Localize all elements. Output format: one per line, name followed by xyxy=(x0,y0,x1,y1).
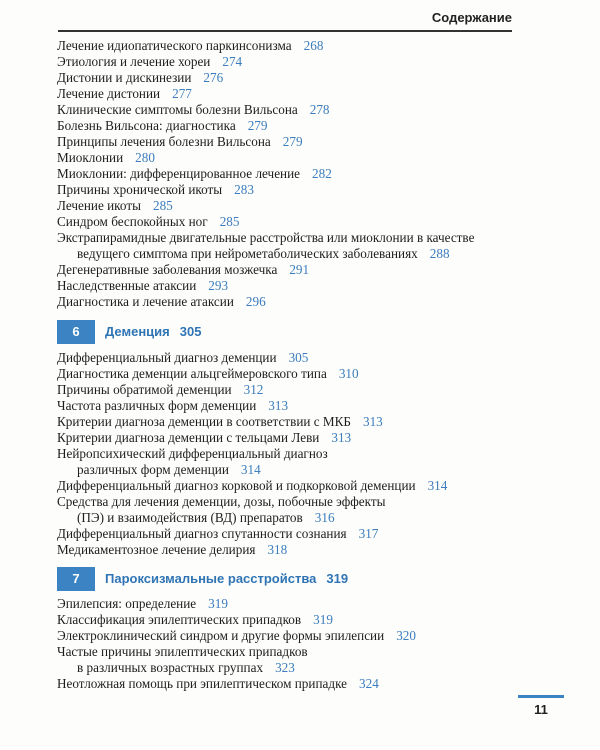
toc-page-ref[interactable]: 274 xyxy=(222,54,243,69)
toc-entry-line xyxy=(57,414,527,430)
header-title: Содержание xyxy=(431,10,512,25)
toc-entry[interactable] xyxy=(57,118,527,134)
toc-entry-text: Принципы лечения болезни Вильсона xyxy=(57,134,271,149)
toc-entry-line xyxy=(57,350,527,366)
toc-page-ref[interactable]: 319 xyxy=(313,612,333,627)
toc-entry-text: Диагностика и лечение атаксии xyxy=(57,294,234,309)
toc-page-ref[interactable]: 310 xyxy=(338,366,359,381)
toc-entry-line xyxy=(57,134,527,150)
toc-page-ref[interactable]: 296 xyxy=(245,294,266,309)
toc-entry[interactable] xyxy=(57,628,527,644)
toc-entry-text: Экстрапирамидные двигательные расстройства или миоклонии в качестве xyxy=(57,230,475,245)
toc-entry-text: Лечение икоты xyxy=(57,198,141,213)
toc-entry[interactable] xyxy=(57,150,527,166)
toc-page-ref[interactable]: 316 xyxy=(314,510,335,525)
toc-entry-line xyxy=(57,198,527,214)
toc-page-ref[interactable]: 314 xyxy=(240,462,261,477)
toc-entry-line xyxy=(57,382,527,398)
toc-entry-text: Лечение идиопатического паркинсонизма xyxy=(57,38,292,53)
toc-page-ref[interactable]: 282 xyxy=(312,166,332,181)
toc-entry[interactable] xyxy=(57,350,527,366)
toc-page-ref[interactable]: 291 xyxy=(289,262,310,277)
toc-entry[interactable] xyxy=(57,596,527,612)
toc-page-ref[interactable]: 283 xyxy=(234,182,254,197)
chapter-7-heading[interactable] xyxy=(57,567,527,591)
chapter-number-badge: 7 xyxy=(57,567,95,591)
toc-page-ref[interactable]: 288 xyxy=(429,246,450,261)
toc-page-ref[interactable]: 323 xyxy=(275,660,295,675)
chapter-title-text: Деменция xyxy=(105,324,170,339)
toc-entry-line xyxy=(57,462,527,478)
toc-entry-line xyxy=(57,278,527,294)
toc-page-ref[interactable]: 313 xyxy=(268,398,289,413)
chapter-title xyxy=(105,320,201,344)
toc-entry-text: Классификация эпилептических припадков xyxy=(57,612,302,627)
toc-entry[interactable] xyxy=(57,478,527,494)
toc-entry[interactable] xyxy=(57,54,527,70)
toc-entry-text: Медикаментозное лечение делирия xyxy=(57,542,256,557)
toc-page-ref[interactable]: 324 xyxy=(359,676,379,691)
toc-entry-line xyxy=(57,494,527,510)
toc-page-ref[interactable]: 285 xyxy=(219,214,240,229)
toc-entry-line xyxy=(57,230,527,246)
toc-entry[interactable] xyxy=(57,526,527,542)
toc-entry-text: Дистонии и дискинезии xyxy=(57,70,192,85)
toc-entry[interactable] xyxy=(57,214,527,230)
toc-page-ref[interactable]: 285 xyxy=(152,198,173,213)
toc-entry[interactable] xyxy=(57,182,527,198)
toc-entry-text: Дифференциальный диагноз спутанности сознания xyxy=(57,526,347,541)
toc-entry-line xyxy=(57,526,527,542)
toc-entry-text: Наследственные атаксии xyxy=(57,278,197,293)
toc-entry-text: Лечение дистонии xyxy=(57,86,161,101)
toc-entry[interactable] xyxy=(57,230,527,262)
chapter-title-text: Пароксизмальные расстройства xyxy=(105,571,317,586)
toc-page-ref[interactable]: 293 xyxy=(208,278,229,293)
toc-entry-line xyxy=(57,596,527,612)
toc-page-ref[interactable]: 280 xyxy=(135,150,155,165)
toc-entry-text: Средства для лечения деменции, дозы, побочные эффекты xyxy=(57,494,386,509)
toc-entry-line xyxy=(57,70,527,86)
toc-entry-text: Частые причины эпилептических припадков xyxy=(57,644,308,659)
toc-entry-line xyxy=(57,446,527,462)
toc-entry-line xyxy=(57,366,527,382)
chapter-number-badge: 6 xyxy=(57,320,95,344)
toc-entry[interactable] xyxy=(57,166,527,182)
footer-accent-line xyxy=(518,695,564,698)
toc-entry-text: Миоклонии: дифференцированное лечение xyxy=(57,166,301,181)
toc-entry[interactable] xyxy=(57,676,527,692)
toc-entry-text-continued: (ПЭ) и взаимодействия (ВД) препаратов xyxy=(77,510,303,525)
toc-entry-line xyxy=(57,86,527,102)
toc-page-ref[interactable]: 313 xyxy=(362,414,383,429)
toc-page-ref[interactable]: 276 xyxy=(203,70,224,85)
toc-page-ref[interactable]: 318 xyxy=(267,542,288,557)
toc-entry-text: Частота различных форм деменции xyxy=(57,398,257,413)
toc-entry-text: Дифференциальный диагноз деменции xyxy=(57,350,277,365)
toc-entry-text-continued: различных форм деменции xyxy=(77,462,229,477)
chapter-page: 319 xyxy=(326,571,349,586)
toc-entry[interactable] xyxy=(57,198,527,214)
toc-entry[interactable] xyxy=(57,262,527,278)
toc-entry-line xyxy=(57,182,527,198)
toc-entry[interactable] xyxy=(57,134,527,150)
toc-page-ref[interactable]: 278 xyxy=(309,102,330,117)
toc-entry-text: Неотложная помощь при эпилептическом припадке xyxy=(57,676,348,691)
toc-entry-text-continued: в различных возрастных группах xyxy=(77,660,264,675)
toc-page-ref[interactable]: 313 xyxy=(331,430,352,445)
toc-section-b xyxy=(57,350,527,558)
chapter-title xyxy=(105,567,348,591)
toc-entry-text: Дегенеративные заболевания мозжечка xyxy=(57,262,278,277)
toc-entry-text: Дифференциальный диагноз корковой и подкорковой деменции xyxy=(57,478,416,493)
toc-page-ref[interactable]: 305 xyxy=(288,350,309,365)
toc-entry[interactable] xyxy=(57,38,527,54)
toc-entry-line xyxy=(57,478,527,494)
page-number: 11 xyxy=(534,702,548,717)
toc-entry-line xyxy=(57,38,527,54)
toc-entry-text: Критерии диагноза деменции с тельцами Леви xyxy=(57,430,320,445)
toc-entry[interactable] xyxy=(57,70,527,86)
toc-page-ref[interactable]: 277 xyxy=(172,86,192,101)
toc-entry[interactable] xyxy=(57,294,527,310)
toc-entry-line xyxy=(57,118,527,134)
toc-entry-line xyxy=(57,430,527,446)
toc-entry-text: Причины обратимой деменции xyxy=(57,382,232,397)
toc-entry-line xyxy=(57,612,527,628)
toc-entry-line xyxy=(57,628,527,644)
toc-page-ref[interactable]: 320 xyxy=(396,628,416,643)
toc-entry-text-continued: ведущего симптома при нейрометаболических заболеваниях xyxy=(77,246,418,261)
toc-entry[interactable] xyxy=(57,86,527,102)
toc-entry[interactable] xyxy=(57,446,527,478)
toc-entry-line xyxy=(57,246,527,262)
toc-entry-line xyxy=(57,214,527,230)
toc-entry[interactable] xyxy=(57,644,527,676)
toc-entry[interactable] xyxy=(57,366,527,382)
toc-entry-line xyxy=(57,542,527,558)
toc-page-ref[interactable]: 279 xyxy=(282,134,303,149)
toc-entry-line xyxy=(57,294,527,310)
toc-page-ref[interactable]: 312 xyxy=(243,382,264,397)
toc-entry-text: Диагностика деменции альцгеймеровского типа xyxy=(57,366,327,381)
toc-entry-line xyxy=(57,262,527,278)
toc-entry-line xyxy=(57,644,527,660)
chapter-6-heading[interactable] xyxy=(57,320,527,344)
toc-entry-text: Болезнь Вильсона: диагностика xyxy=(57,118,236,133)
toc-entry-text: Синдром беспокойных ног xyxy=(57,214,208,229)
toc-entry-text: Причины хронической икоты xyxy=(57,182,223,197)
toc-entry[interactable] xyxy=(57,382,527,398)
toc-page-ref[interactable]: 279 xyxy=(247,118,268,133)
toc-entry-line xyxy=(57,102,527,118)
chapter-page: 305 xyxy=(179,324,202,339)
toc-page-ref[interactable]: 319 xyxy=(208,596,228,611)
toc-page-ref[interactable]: 268 xyxy=(303,38,324,53)
toc-entry-line xyxy=(57,660,527,676)
toc-entry[interactable] xyxy=(57,398,527,414)
toc-entry-text: Критерии диагноза деменции в соответствии с МКБ xyxy=(57,414,351,429)
toc-entry[interactable] xyxy=(57,430,527,446)
running-header xyxy=(58,8,512,32)
toc-entry-text: Электроклинический синдром и другие формы эпилепсии xyxy=(57,628,385,643)
toc-entry-line xyxy=(57,676,527,692)
toc-entry-text: Нейропсихический дифференциальный диагноз xyxy=(57,446,328,461)
toc-entry[interactable] xyxy=(57,494,527,526)
toc-entry[interactable] xyxy=(57,612,527,628)
toc-section-c xyxy=(57,596,527,692)
toc-page-ref[interactable]: 317 xyxy=(358,526,379,541)
toc-entry[interactable] xyxy=(57,542,527,558)
toc-entry[interactable] xyxy=(57,414,527,430)
toc-entry-line xyxy=(57,150,527,166)
toc-entry-text: Клинические симптомы болезни Вильсона xyxy=(57,102,298,117)
toc-entry-line xyxy=(57,510,527,526)
toc-entry-text: Эпилепсия: определение xyxy=(57,596,197,611)
toc-section-a xyxy=(57,38,527,310)
toc-page-ref[interactable]: 314 xyxy=(427,478,448,493)
toc-entry-line xyxy=(57,398,527,414)
toc-entry-line xyxy=(57,166,527,182)
toc-entry-line xyxy=(57,54,527,70)
toc-entry[interactable] xyxy=(57,278,527,294)
toc-entry[interactable] xyxy=(57,102,527,118)
toc-entry-text: Этиология и лечение хореи xyxy=(57,54,211,69)
toc-entry-text: Миоклонии xyxy=(57,150,124,165)
